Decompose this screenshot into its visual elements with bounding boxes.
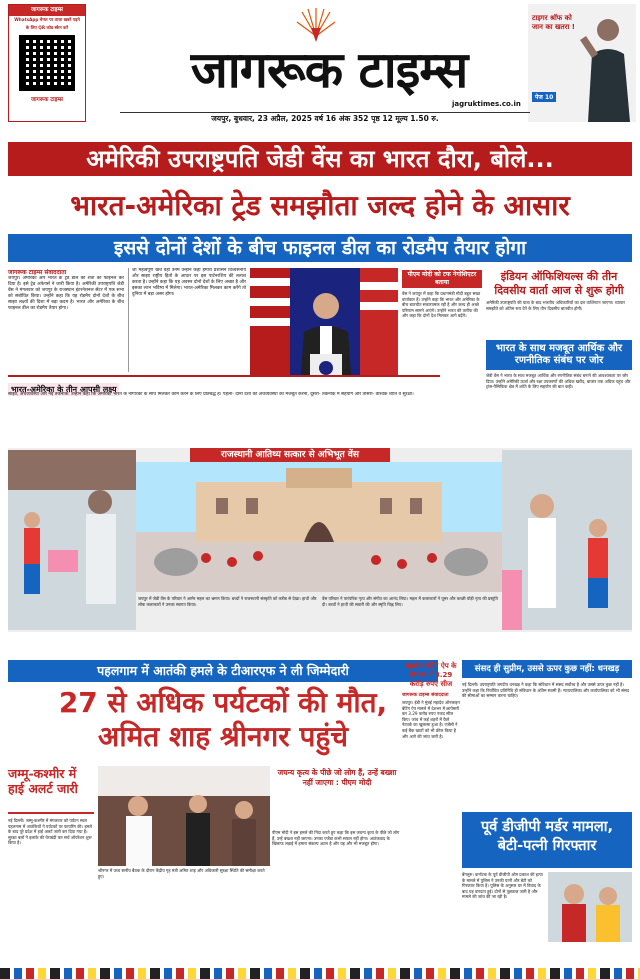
dateline: जयपुर, बुधवार, 23 अप्रैल, 2025 वर्ष 16 अंक 352 पृष्ठ 12 मूल्य 1.50 रु.	[120, 112, 530, 124]
qr-promo-line2: के लिए QR कोड स्कैन करें	[25, 25, 69, 30]
right-mid-body: जेडी वेंस ने भारत के साथ मजबूत आर्थिक और रणनीतिक संबंध बनाने की आवश्यकता पर जोर दिया। उन्होंने अमेरिकी ऊर्जा और रक्षा उपकरणों की अधिक खरीद, बाजार तक अधिक पहुंच और ट्रांस-पैसिफिक क्षेत्र में शांति के लिए सहयोग की बात कही।	[486, 373, 631, 390]
right-top-body: अमेरिकी उपराष्ट्रपति की यात्रा के बाद भारतीय अधिकारियों का दल वाशिंगटन जाएगा। व्यापार समझौते को अंतिम रूप देने के लिए तीन दिवसीय बातचीत होगी।	[486, 300, 625, 311]
pahalgam-headline-line2: अमित शाह श्रीनगर पहुंचे	[97, 720, 349, 753]
goals-strip	[8, 375, 440, 394]
amer-palace-photo	[136, 462, 502, 592]
qr-promo-box	[8, 4, 86, 122]
betting-app-byline: जागरूक टाइम्स संवाददाता	[402, 693, 449, 698]
vance-speech-photo	[250, 268, 398, 388]
lead-story-col2	[128, 268, 246, 372]
teaser-box[interactable]	[528, 4, 636, 122]
pen-nib-logo-icon	[296, 6, 336, 42]
lead-body-2: जो महत्वपूर्ण खर्च वहीं उनमें उन्होंने कहा हमारा प्रशासन विश्वसनीय और साझा राष्ट्रीय हितों के आधार पर इस पार्टनरशिप की तलाश करता है। उन्होंने कहा कि यह अवसर दोनों देशों के लिए अच्छा है और इसका लाभ भविष्य में मिलेगा। भारत-अमेरिका मिलकर काम करेंगे तो दुनिया में बड़ा असर होगा।	[132, 268, 246, 297]
qr-code-icon[interactable]	[19, 35, 75, 91]
pahalgam-headline[interactable]	[8, 686, 438, 754]
dgp-story-body: बेंगलुरु। कर्नाटक के पूर्व डीजीपी ओम प्रकाश की हत्या के मामले में पुलिस ने उनकी पत्नी और बेटी को गिरफ्तार किया है। पुलिस के अनुसार घर में विवाद के बाद यह वारदात हुई। दोनों से पूछताछ जारी है और मामले की जांच की जा रही है।	[462, 872, 543, 900]
website-url[interactable]: jagruktimes.co.in	[452, 100, 521, 108]
deck-headline-band[interactable]: इससे दोनों देशों के बीच फाइनल डील का रोडमैप तैयार होगा	[8, 234, 632, 262]
jk-alert-box	[8, 766, 94, 814]
photo-caption-right: वेंस परिवार ने पारंपरिक नृत्य और संगीत का आनंद लिया। महल में कलाकारों ने घूमर और कच्छी घोड़ी नृत्य की प्रस्तुति दी। बच्चों ने हाथी की सवारी की और स्मृति चिह्न लिए।	[322, 596, 498, 607]
qr-promo-brand: जागरूक टाइम्स	[9, 5, 85, 16]
right-top-title[interactable]: इंडियन ऑफिशियल्स की तीन दिवसीय वार्ता आज से शुरू होगी	[494, 270, 624, 297]
pahalgam-band[interactable]: पहलगाम में आतंकी हमले के टीआरएफ ने ली जिम्मेदारी	[8, 660, 438, 682]
goals-title[interactable]: भारत-अमेरिका के तीन आपसी लक्ष्य	[8, 383, 119, 396]
lead-body: जयपुर। अमेरिका और भारत के ट्रेड डील की शर्तों को फाइनल कर दिया है। इसे ट्रेड अफेयर्स ने जारी किया है। अमेरिकी उपराष्ट्रपति जेडी वेंस ने मंगलवार को जयपुर के राजस्थान इंटरनेशनल सेंटर में एक सभा को संबोधित किया। उन्होंने कहा कि यह रोडमैप दोनों देशों के बीच साझा लक्ष्यों की दिशा में बड़ा कदम है। भारत और अमेरिका के बीच फाइनल डील का रोडमैप तैयार होगा।	[8, 276, 124, 311]
lead-story-col1	[8, 268, 124, 372]
sub-headline[interactable]: भारत-अमेरिका ट्रेड समझौता जल्द होने के आसार	[70, 189, 570, 222]
betting-app-story	[402, 662, 460, 966]
dgp-title-line1: पूर्व डीजीपी मर्डर मामला,	[480, 819, 613, 835]
right-top-box	[486, 270, 632, 324]
teaser-page-badge: पेज 10	[532, 92, 556, 102]
right-mid-box	[486, 340, 632, 442]
welcome-photo-left	[8, 450, 136, 630]
photo-section-title[interactable]: राजस्थानी आतिथ्य सत्कार से अभिभूत वेंस	[190, 448, 390, 462]
pm-column-body: वेंस ने जयपुर में कहा कि प्रधानमंत्री मोदी बहुत सख्त वार्ताकार हैं। उन्होंने कहा कि भारत और अमेरिका के बीच बातचीत सकारात्मक रही है और जल्द ही अच्छे परिणाम सामने आएंगे। उन्होंने भारत की तारीफ की और कहा कि दोनों देश मिलकर आगे बढ़ेंगे।	[402, 291, 481, 319]
welcome-photo-right	[502, 450, 632, 630]
jk-alert-title[interactable]: जम्मू-कश्मीर में हाई अलर्ट जारी	[8, 766, 78, 796]
newspaper-logo[interactable]: जागरूक टाइम्स	[190, 40, 468, 99]
betting-app-title[interactable]: महादेव बेटिंग ऐप के देशभर में 3.29 करोड़ रुपए सीज	[405, 662, 457, 688]
parliament-story-body: नई दिल्ली। उपराष्ट्रपति जगदीप धनखड़ ने कहा कि संविधान में संसद सर्वोच्च है और उससे ऊपर कुछ नहीं है। उन्होंने कहा कि निर्वाचित प्रतिनिधि ही संविधान के अंतिम स्वामी हैं। न्यायपालिका और कार्यपालिका को भी संसद की सीमाओं का सम्मान करना चाहिए।	[462, 682, 630, 699]
parliament-story-title[interactable]: संसद ही सुप्रीम, उससे ऊपर कुछ नहीं: धनखड़	[462, 660, 632, 678]
jk-alert-body: नई दिल्ली। जम्मू-कश्मीर में मंगलवार को पर्यटन स्थल पहलगाम में आतंकियों ने पर्यटकों पर फायरिंग की। हमले के बाद पूरे प्रदेश में हाई अलर्ट जारी कर दिया गया है। सुरक्षा बलों ने इलाके की घेराबंदी कर सर्च ऑपरेशन शुरू किया है।	[8, 818, 93, 846]
dgp-photo	[548, 872, 632, 942]
amit-shah-meeting-photo	[98, 766, 270, 866]
teaser-text: टाइगर श्रॉफ को जान का खतरा !	[532, 14, 575, 31]
goals-body: साझा, अर्थव्यवस्था और नई तकनीक: उन्होंने कहा कि अमेरिका भारत के नागरिकों के साथ मिलकर काम करने के लिए प्रतिबद्ध है। पहला- दोनों देशों की अर्थव्यवस्था को मजबूत करना, दूसरा- तकनीक में सहयोग और तीसरा- वैश्विक शांति व सुरक्षा।	[8, 392, 414, 397]
lead-byline: जागरूक टाइम्स संवाददाता	[8, 269, 67, 276]
dgp-story-title[interactable]	[462, 812, 632, 868]
betting-app-body: जयपुर। ईडी ने मुंबई महादेव ऑनलाइन बेटिंग ऐप मामले में देशभर में छापेमारी कर 3.29 करोड़ रुपए नकद सीज किए। जांच में कई शहरों में फैले नेटवर्क का खुलासा हुआ है। एजेंसी ने कई बैंक खातों को भी फ्रीज किया है और आगे की जांच जारी है।	[402, 700, 460, 739]
right-mid-title[interactable]: भारत के साथ मजबूत आर्थिक और रणनीतिक संबंध पर जोर	[486, 340, 632, 370]
pm-column-title: पीएम मोदी को टफ नेगोशिएटर बताया	[402, 270, 482, 288]
dgp-title-line2: बेटी-पत्नी गिरफ्तार	[497, 838, 597, 854]
photo-caption-left: जयपुर में जेडी वेंस के परिवार ने आमेर महल का भ्रमण किया। बच्चों ने राजस्थानी संस्कृति को करीब से देखा। हाथी और लोक कलाकारों ने उनका स्वागत किया।	[138, 596, 317, 607]
actor-photo	[578, 10, 634, 122]
qr-promo-line1: WhatsApp चैनल पर ताजा खबरें पढ़ने	[14, 17, 80, 22]
pahalgam-headline-line1: 27 से अधिक पर्यटकों की मौत,	[58, 686, 388, 719]
amit-shah-caption: श्रीनगर में उच्च स्तरीय बैठक के दौरान केंद्रीय गृह मंत्री अमित शाह और अधिकारी सुरक्षा स्थिति की समीक्षा करते हुए।	[98, 868, 265, 879]
qr-promo-sub: जागरूक टाइम्स	[31, 97, 63, 103]
color-registration-strip	[0, 968, 640, 979]
pm-quote[interactable]: जघन्य कृत्य के पीछे जो लोग हैं, उन्हें बख्शा नहीं जाएगा : पीएम मोदी	[277, 768, 397, 787]
main-headline-band[interactable]: अमेरिकी उपराष्ट्रपति जेडी वेंस का भारत दौरा, बोले...	[8, 142, 632, 176]
pm-column	[402, 270, 482, 374]
pm-quote-body: पीएम मोदी ने इस हमले की निंदा करते हुए कहा कि इस जघन्य कृत्य के पीछे जो लोग हैं, उन्हें बख्शा नहीं जाएगा। उनका एजेंडा कभी सफल नहीं होगा। आतंकवाद के खिलाफ लड़ाई में हमारा संकल्प अटल है और यह और भी मजबूत होगा।	[272, 830, 400, 847]
